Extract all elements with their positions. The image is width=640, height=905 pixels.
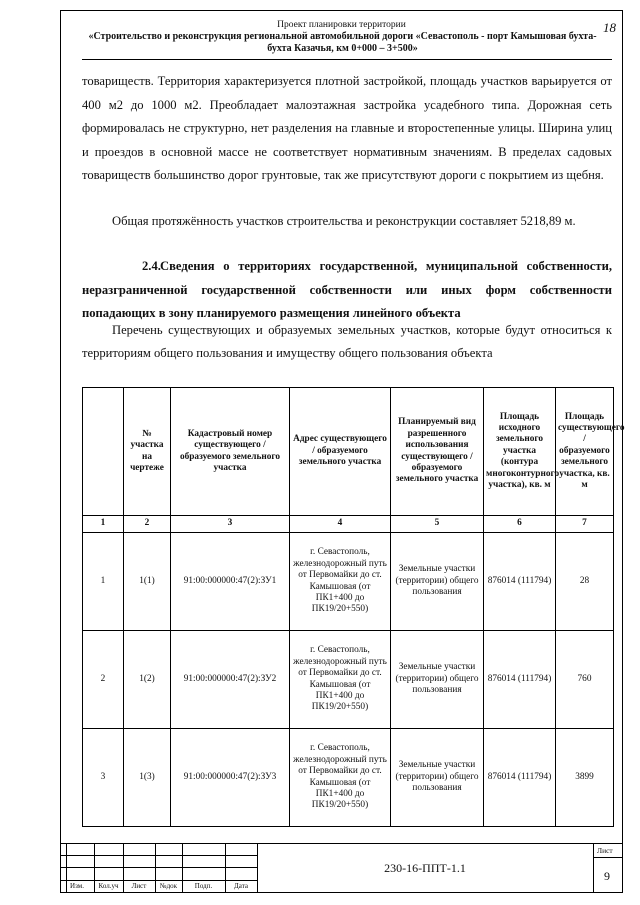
column-header: Площадь существующего / образуемого земельного участка, кв. м bbox=[556, 388, 614, 516]
plot-area: 3899 bbox=[556, 729, 614, 827]
section-number: 2.4. bbox=[142, 259, 161, 273]
column-header: Площадь исходного земельного участка (контура многоконтурного участка), кв. м bbox=[484, 388, 556, 516]
plot-address: г. Севастополь, железнодорожный путь от Первомайки до ст. Камышовая (от ПК1+400 до ПК19/20+550) bbox=[290, 533, 391, 631]
table-row bbox=[83, 533, 614, 631]
column-number: 7 bbox=[556, 516, 614, 533]
plot-area: 760 bbox=[556, 631, 614, 729]
column-header: Адрес существующего / образуемого земельного участка bbox=[290, 388, 391, 516]
plot-area: 28 bbox=[556, 533, 614, 631]
column-number: 4 bbox=[290, 516, 391, 533]
header-object-title: «Строительство и реконструкция региональной автомобильной дороги «Севастополь - порт Камышовая бухта-бухта Казачья, км 0+000 – 3+500» bbox=[88, 31, 597, 54]
plot-number: 1(2) bbox=[124, 631, 171, 729]
column-number: 2 bbox=[124, 516, 171, 533]
column-number-row bbox=[83, 516, 614, 533]
header-divider bbox=[82, 59, 612, 60]
header-project-title: Проект планировки территории bbox=[277, 20, 406, 30]
page-number: 18 bbox=[603, 20, 616, 35]
plot-number: 1(1) bbox=[124, 533, 171, 631]
doc-number-label: №док bbox=[159, 882, 178, 890]
permitted-use: Земельные участки (территории) общего пользования bbox=[391, 631, 484, 729]
paragraph-territory-description: товариществ. Территория характеризуется плотной застройкой, площадь участков варьируется от 400 м2 до 1000 м2. Преобладает малоэтажная застройка усадебного типа. Дорожная сеть формировалась не структурно, нет разделения на главные и второстепенные улицы. Ширина улиц и проездов в основной массе не соответствует нормативным значениям. В пределах садовых товариществ большинство дорог грунтовые, так же присутствуют дороги с покрытием из щебня. bbox=[82, 74, 612, 183]
permitted-use: Земельные участки (территории) общего пользования bbox=[391, 533, 484, 631]
column-number: 6 bbox=[484, 516, 556, 533]
signature-label: Подп. bbox=[194, 882, 213, 890]
column-header bbox=[83, 388, 124, 516]
cadastral-number: 91:00:000000:47(2):ЗУ3 bbox=[171, 729, 290, 827]
row-number: 3 bbox=[83, 729, 124, 827]
cadastral-number: 91:00:000000:47(2):ЗУ1 bbox=[171, 533, 290, 631]
change-count-label: Кол.уч bbox=[98, 882, 119, 890]
source-plot-area: 876014 (111794) bbox=[484, 631, 556, 729]
source-plot-area: 876014 (111794) bbox=[484, 729, 556, 827]
plot-address: г. Севастополь, железнодорожный путь от Первомайки до ст. Камышовая (от ПК1+400 до ПК19/20+550) bbox=[290, 729, 391, 827]
table-header-row bbox=[83, 388, 614, 516]
date-label: Дата bbox=[234, 882, 248, 890]
title-block-grid-line bbox=[60, 855, 257, 856]
title-block-grid-line bbox=[60, 867, 257, 868]
title-block-grid-line bbox=[60, 880, 257, 881]
title-block-grid-line bbox=[593, 843, 594, 893]
land-plots-table bbox=[82, 387, 625, 827]
column-number: 1 bbox=[83, 516, 124, 533]
table-row bbox=[83, 729, 614, 827]
plot-address: г. Севастополь, железнодорожный путь от Первомайки до ст. Камышовая (от ПК1+400 до ПК19/20+550) bbox=[290, 631, 391, 729]
column-header: Планируемый вид разрешенного использования существующего / образуемого земельного участка bbox=[391, 388, 484, 516]
revision-label: Изм. bbox=[70, 882, 84, 890]
cadastral-number: 91:00:000000:47(2):ЗУ2 bbox=[171, 631, 290, 729]
paragraph-plot-list-intro: Перечень существующих и образуемых земельных участков, которые будут относиться к территориям общего пользования и имуществу общего пользования объекта bbox=[82, 323, 612, 360]
title-block-code-area bbox=[257, 843, 593, 893]
column-header: № участка на чертеже bbox=[124, 388, 171, 516]
document-code: 230-16-ППТ-1.1 bbox=[384, 861, 466, 875]
title-block bbox=[60, 843, 623, 893]
title-block-grid-line bbox=[593, 857, 623, 858]
source-plot-area: 876014 (111794) bbox=[484, 533, 556, 631]
row-number: 2 bbox=[83, 631, 124, 729]
plot-number: 1(3) bbox=[124, 729, 171, 827]
row-number: 1 bbox=[83, 533, 124, 631]
section-title: Сведения о территориях государственной, муниципальной собственности, неразграниченной государственной собственности или иных форм собственности попадающих в зону планируемого размещения линейного объекта bbox=[82, 259, 612, 321]
section-heading bbox=[82, 255, 612, 326]
column-header: Кадастровый номер существующего / образуемого земельного участка bbox=[171, 388, 290, 516]
sheet-col-label: Лист bbox=[131, 882, 147, 890]
permitted-use: Земельные участки (территории) общего пользования bbox=[391, 729, 484, 827]
sheet-label: Лист bbox=[597, 846, 613, 855]
column-number: 5 bbox=[391, 516, 484, 533]
table-row bbox=[83, 631, 614, 729]
column-number: 3 bbox=[171, 516, 290, 533]
sheet-number: 9 bbox=[604, 869, 610, 883]
paragraph-total-length: Общая протяжённость участков строительства и реконструкции составляет 5218,89 м. bbox=[112, 214, 576, 228]
